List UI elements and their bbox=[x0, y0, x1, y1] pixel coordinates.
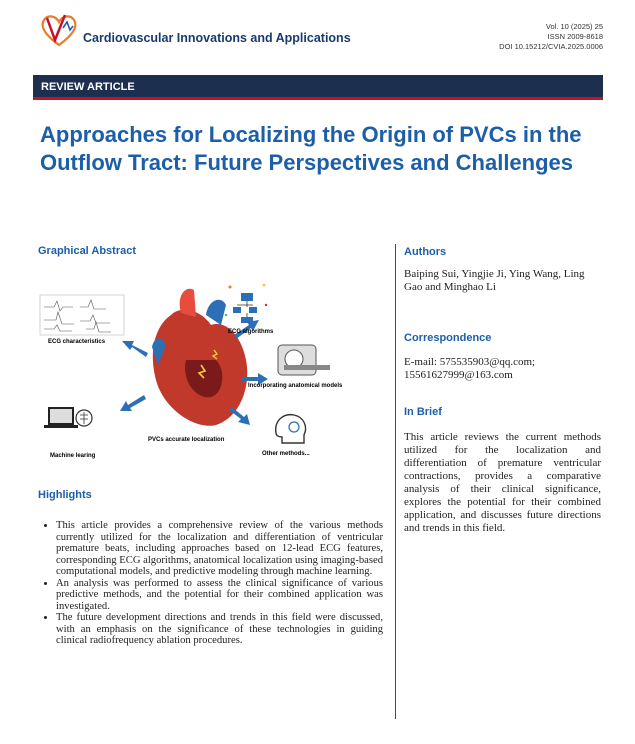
volume: Vol. 10 (2025) 25 bbox=[545, 22, 603, 31]
article-title: Approaches for Localizing the Origin of PVCs in the Outflow Tract: Future Perspectives and Challenges bbox=[40, 122, 582, 175]
highlight-item: • The future development directions and trends in this field were discussed, with an emphasis on the significance of these technologies in guiding clinical radiofrequency ablation procedures. bbox=[56, 612, 383, 647]
graphical-abstract-figure bbox=[36, 265, 386, 475]
heart-illustration bbox=[152, 289, 247, 426]
article-meta bbox=[499, 22, 603, 52]
column-divider bbox=[395, 244, 396, 719]
label-ecg-characteristics: ECG characteristics bbox=[48, 339, 106, 345]
label-machine-learning: Machine learing bbox=[50, 453, 96, 459]
machine-learning-icon bbox=[44, 407, 92, 428]
journal-name: Cardiovascular Innovations and Applications bbox=[83, 31, 351, 45]
issn: ISSN 2009-8618 bbox=[547, 32, 603, 41]
label-center: PVCs accurate localization bbox=[148, 437, 225, 443]
highlight-item: • An analysis was performed to assess the clinical significance of various predictive methods, and the potential for their combined application was investigated. bbox=[56, 578, 383, 613]
in-brief-heading: In Brief bbox=[404, 406, 442, 418]
article-type-banner: REVIEW ARTICLE bbox=[33, 75, 603, 100]
correspondence-text: E-mail: 575535903@qq.com; 15561627999@163.com bbox=[404, 356, 536, 381]
in-brief-text: This article reviews the current methods utilized for the localization and differentiation of premature ventricular contractions, provides a comparative analysis of their clinical significance, explores the potential for their combined application, and discusses future directions and trends in this field. bbox=[404, 431, 601, 534]
flowchart-icon bbox=[225, 284, 267, 324]
mri-scanner-icon bbox=[278, 345, 330, 375]
highlight-item: • This article provides a comprehensive review of the various methods currently utilized for the localization and differentiation of ventricular premature beats, including approaches based on 12-lead ECG features, corresponding ECG algorithms, anatomical localization using imaging-based computational models, and predictive modeling through machine learning. bbox=[56, 520, 383, 578]
correspondence-heading: Correspondence bbox=[404, 332, 492, 344]
authors-heading: Authors bbox=[404, 246, 447, 258]
ai-head-icon bbox=[276, 415, 306, 443]
label-other-methods: Other methods... bbox=[262, 451, 310, 457]
graphical-abstract-heading: Graphical Abstract bbox=[38, 245, 137, 257]
highlights-heading: Highlights bbox=[38, 489, 92, 501]
label-anatomical-models: Incorporating anatomical models bbox=[248, 383, 343, 389]
journal-logo bbox=[38, 12, 80, 48]
ecg-traces-image bbox=[40, 295, 124, 335]
highlights-list bbox=[38, 520, 383, 647]
authors-text: Baiping Sui, Yingjie Ji, Ying Wang, Ling Gao and Minghao Li bbox=[404, 268, 585, 293]
doi: DOI 10.15212/CVIA.2025.0006 bbox=[499, 42, 603, 51]
label-ecg-algorithms: ECG algorithms bbox=[228, 329, 274, 335]
